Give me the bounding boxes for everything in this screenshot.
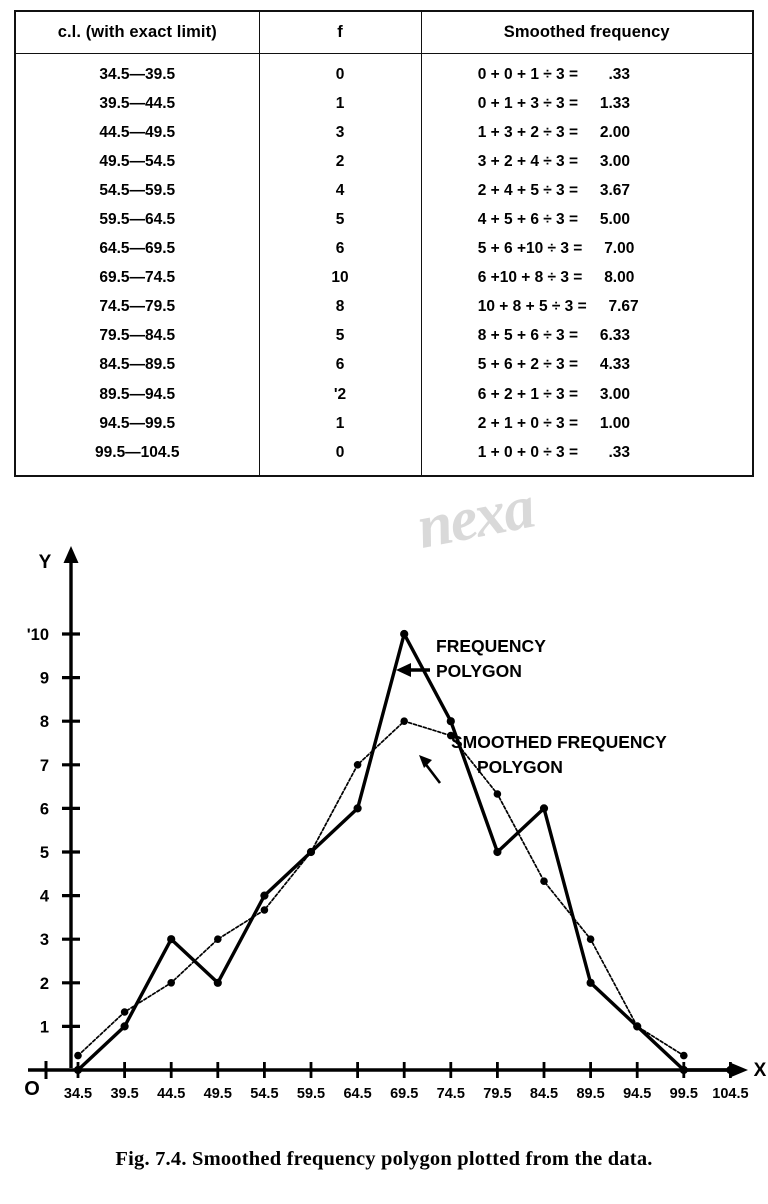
cell-smoothed-frequency xyxy=(421,409,753,438)
cell-class-interval: 84.5—89.5 xyxy=(15,351,259,380)
freq-poly-label-line2: POLYGON xyxy=(436,661,522,681)
cell-smoothed-frequency xyxy=(421,264,753,293)
data-point xyxy=(261,906,269,914)
freq-table xyxy=(14,10,754,477)
smoothed-value: 7.00 xyxy=(604,240,635,258)
data-point xyxy=(587,979,595,987)
series-2 xyxy=(74,717,687,1059)
cell-class-interval: 89.5—94.5 xyxy=(15,380,259,409)
data-point xyxy=(447,717,455,725)
table-row xyxy=(15,293,753,322)
table-row xyxy=(15,322,753,351)
table-row xyxy=(15,235,753,264)
cell-frequency: 2 xyxy=(259,147,421,176)
smoothed-value: .33 xyxy=(608,65,631,83)
cell-frequency: 0 xyxy=(259,54,421,90)
y-tick-label: 9 xyxy=(39,669,49,688)
y-tick-label: 7 xyxy=(39,756,49,775)
smoothed-expression: 6 + 2 + 1 ÷ 3 = xyxy=(477,385,579,403)
cell-frequency: 5 xyxy=(259,205,421,234)
smoothed-poly-label-line1: SMOOTHED FREQUENCY xyxy=(451,732,667,752)
cell-frequency: 10 xyxy=(259,264,421,293)
data-point xyxy=(121,1022,129,1030)
cell-frequency: 5 xyxy=(259,322,421,351)
cell-smoothed-frequency xyxy=(421,147,753,176)
table-row xyxy=(15,89,753,118)
cell-smoothed-frequency xyxy=(421,293,753,322)
smoothed-value: 6.33 xyxy=(599,327,631,345)
x-tick-label: 64.5 xyxy=(343,1086,372,1102)
cell-smoothed-frequency xyxy=(421,322,753,351)
smoothed-expression: 3 + 2 + 4 ÷ 3 = xyxy=(477,152,579,170)
axes-group xyxy=(24,546,766,1100)
y-tick-label: 4 xyxy=(39,887,49,906)
cell-frequency: 6 xyxy=(259,351,421,380)
data-point xyxy=(726,1066,734,1074)
table-row xyxy=(15,54,753,90)
x-axis-label: X xyxy=(753,1060,767,1081)
table-row xyxy=(15,205,753,234)
cell-class-interval: 64.5—69.5 xyxy=(15,235,259,264)
cell-class-interval: 59.5—64.5 xyxy=(15,205,259,234)
freq-poly-label-line1: FREQUENCY xyxy=(436,636,546,656)
table-row xyxy=(15,409,753,438)
cell-smoothed-frequency xyxy=(421,351,753,380)
cell-smoothed-frequency xyxy=(421,176,753,205)
smoothed-value: 2.00 xyxy=(599,123,631,141)
smoothed-value: 3.67 xyxy=(599,181,631,199)
x-tick-label: 34.5 xyxy=(63,1086,93,1102)
smoothed-value: 3.00 xyxy=(599,152,631,170)
x-tick-label: 74.5 xyxy=(436,1086,465,1102)
freq-poly-arrow-head xyxy=(396,663,411,677)
smoothed-expression: 10 + 8 + 5 ÷ 3 = xyxy=(477,298,587,316)
cell-frequency: '2 xyxy=(259,380,421,409)
x-tick-label: 39.5 xyxy=(110,1086,139,1102)
smoothed-expression: 5 + 6 +10 ÷ 3 = xyxy=(477,240,583,258)
col-header-ci: c.l. (with exact limit) xyxy=(15,11,259,54)
cell-class-interval: 54.5—59.5 xyxy=(15,176,259,205)
smoothed-expression: 0 + 0 + 1 ÷ 3 = xyxy=(477,65,579,83)
series-line xyxy=(78,634,730,1070)
y-tick-label: 3 xyxy=(39,931,49,950)
col-header-f: f xyxy=(259,11,421,54)
cell-class-interval: 39.5—44.5 xyxy=(15,89,259,118)
cell-frequency: 4 xyxy=(259,176,421,205)
y-tick-label: 2 xyxy=(39,974,49,993)
x-tick-label: 104.5 xyxy=(712,1086,749,1102)
table-row xyxy=(15,176,753,205)
origin-label: O xyxy=(24,1078,40,1100)
cell-class-interval: 69.5—74.5 xyxy=(15,264,259,293)
x-tick-label: 89.5 xyxy=(576,1086,605,1102)
y-axis-arrow xyxy=(64,546,79,563)
series-1 xyxy=(74,630,735,1074)
smoothed-expression: 1 + 0 + 0 ÷ 3 = xyxy=(477,443,579,461)
cell-frequency: 6 xyxy=(259,235,421,264)
smoothed-value: 8.00 xyxy=(604,269,635,287)
cell-frequency: 3 xyxy=(259,118,421,147)
data-point xyxy=(167,979,175,987)
cell-class-interval: 34.5—39.5 xyxy=(15,54,259,90)
smoothed-expression: 2 + 4 + 5 ÷ 3 = xyxy=(477,181,579,199)
data-point xyxy=(494,790,502,798)
cell-frequency: 0 xyxy=(259,438,421,476)
figure-caption: Fig. 7.4. Smoothed frequency polygon plotted from the data. xyxy=(115,1148,653,1170)
x-tick-label: 69.5 xyxy=(390,1086,419,1102)
x-tick-label: 59.5 xyxy=(296,1086,326,1102)
smoothed-value: 4.33 xyxy=(599,356,631,374)
data-point xyxy=(354,761,362,769)
data-point xyxy=(74,1052,82,1060)
data-point xyxy=(587,935,595,943)
y-tick-label: 5 xyxy=(39,844,49,862)
smoothed-value: .33 xyxy=(608,443,631,461)
smoothed-poly-label-line2: POLYGON xyxy=(477,757,563,777)
data-point xyxy=(121,1008,129,1016)
table-header-row xyxy=(15,11,753,54)
cell-frequency: 8 xyxy=(259,293,421,322)
data-point xyxy=(307,848,315,856)
smoothed-poly-arrow-head xyxy=(419,755,432,768)
data-point xyxy=(354,804,362,812)
series-line xyxy=(78,721,684,1055)
y-axis-label: Y xyxy=(38,552,52,573)
smoothed-expression: 0 + 1 + 3 ÷ 3 = xyxy=(477,94,579,112)
data-point xyxy=(167,935,175,943)
data-point xyxy=(633,1022,641,1030)
smoothed-frequency-table xyxy=(14,10,754,477)
smoothed-expression: 8 + 5 + 6 ÷ 3 = xyxy=(477,327,579,345)
table-row xyxy=(15,351,753,380)
data-point xyxy=(400,717,408,725)
data-point xyxy=(74,1066,82,1074)
cell-frequency: 1 xyxy=(259,409,421,438)
smoothed-expression: 2 + 1 + 0 ÷ 3 = xyxy=(477,414,579,432)
cell-class-interval: 94.5—99.5 xyxy=(15,409,259,438)
x-tick-group xyxy=(64,1062,749,1102)
data-point xyxy=(493,848,501,856)
cell-smoothed-frequency xyxy=(421,54,753,90)
data-point xyxy=(214,979,222,987)
frequency-polygon-figure xyxy=(0,530,768,1130)
cell-class-interval: 44.5—49.5 xyxy=(15,118,259,147)
table-row xyxy=(15,380,753,409)
cell-class-interval: 49.5—54.5 xyxy=(15,147,259,176)
cell-smoothed-frequency xyxy=(421,380,753,409)
x-tick-label: 99.5 xyxy=(669,1086,698,1102)
table-row xyxy=(15,118,753,147)
smoothed-value: 3.00 xyxy=(599,385,631,403)
table-row xyxy=(15,147,753,176)
cell-smoothed-frequency xyxy=(421,235,753,264)
x-tick-label: 79.5 xyxy=(483,1086,512,1102)
y-tick-label: '10 xyxy=(26,626,49,644)
cell-class-interval: 79.5—84.5 xyxy=(15,322,259,351)
cell-smoothed-frequency xyxy=(421,89,753,118)
data-point xyxy=(680,1066,688,1074)
table-row xyxy=(15,264,753,293)
data-point xyxy=(214,935,222,943)
cell-class-interval: 74.5—79.5 xyxy=(15,293,259,322)
y-tick-label: 8 xyxy=(39,713,49,732)
cell-smoothed-frequency xyxy=(421,205,753,234)
cell-smoothed-frequency xyxy=(421,118,753,147)
x-tick-label: 94.5 xyxy=(623,1086,652,1102)
smoothed-expression: 1 + 3 + 2 ÷ 3 = xyxy=(477,123,579,141)
x-tick-label: 84.5 xyxy=(529,1086,559,1102)
y-tick-label: 6 xyxy=(39,800,49,819)
smoothed-value: 1.00 xyxy=(599,414,631,432)
smoothed-expression: 6 +10 + 8 ÷ 3 = xyxy=(477,269,583,287)
chart-canvas xyxy=(0,530,768,1130)
watermark: nexa xyxy=(411,472,539,562)
smoothed-value: 1.33 xyxy=(599,94,631,112)
cell-class-interval: 99.5—104.5 xyxy=(15,438,259,476)
data-point xyxy=(260,892,268,900)
x-tick-label: 44.5 xyxy=(157,1086,186,1102)
annotation-group xyxy=(396,636,667,783)
cell-frequency: 1 xyxy=(259,89,421,118)
data-point xyxy=(400,630,408,638)
data-point xyxy=(680,1052,688,1060)
smoothed-expression: 5 + 6 + 2 ÷ 3 = xyxy=(477,356,579,374)
table-row xyxy=(15,438,753,476)
data-point xyxy=(540,804,548,812)
data-point xyxy=(540,877,548,885)
y-tick-label: 1 xyxy=(39,1018,49,1037)
x-tick-label: 49.5 xyxy=(203,1086,232,1102)
smoothed-value: 5.00 xyxy=(599,211,631,229)
x-tick-label: 54.5 xyxy=(250,1086,279,1102)
smoothed-expression: 4 + 5 + 6 ÷ 3 = xyxy=(477,211,579,229)
cell-smoothed-frequency xyxy=(421,438,753,476)
smoothed-value: 7.67 xyxy=(608,298,639,316)
col-header-smoothed-frequency: Smoothed frequency xyxy=(421,11,753,54)
series-group xyxy=(74,630,735,1074)
